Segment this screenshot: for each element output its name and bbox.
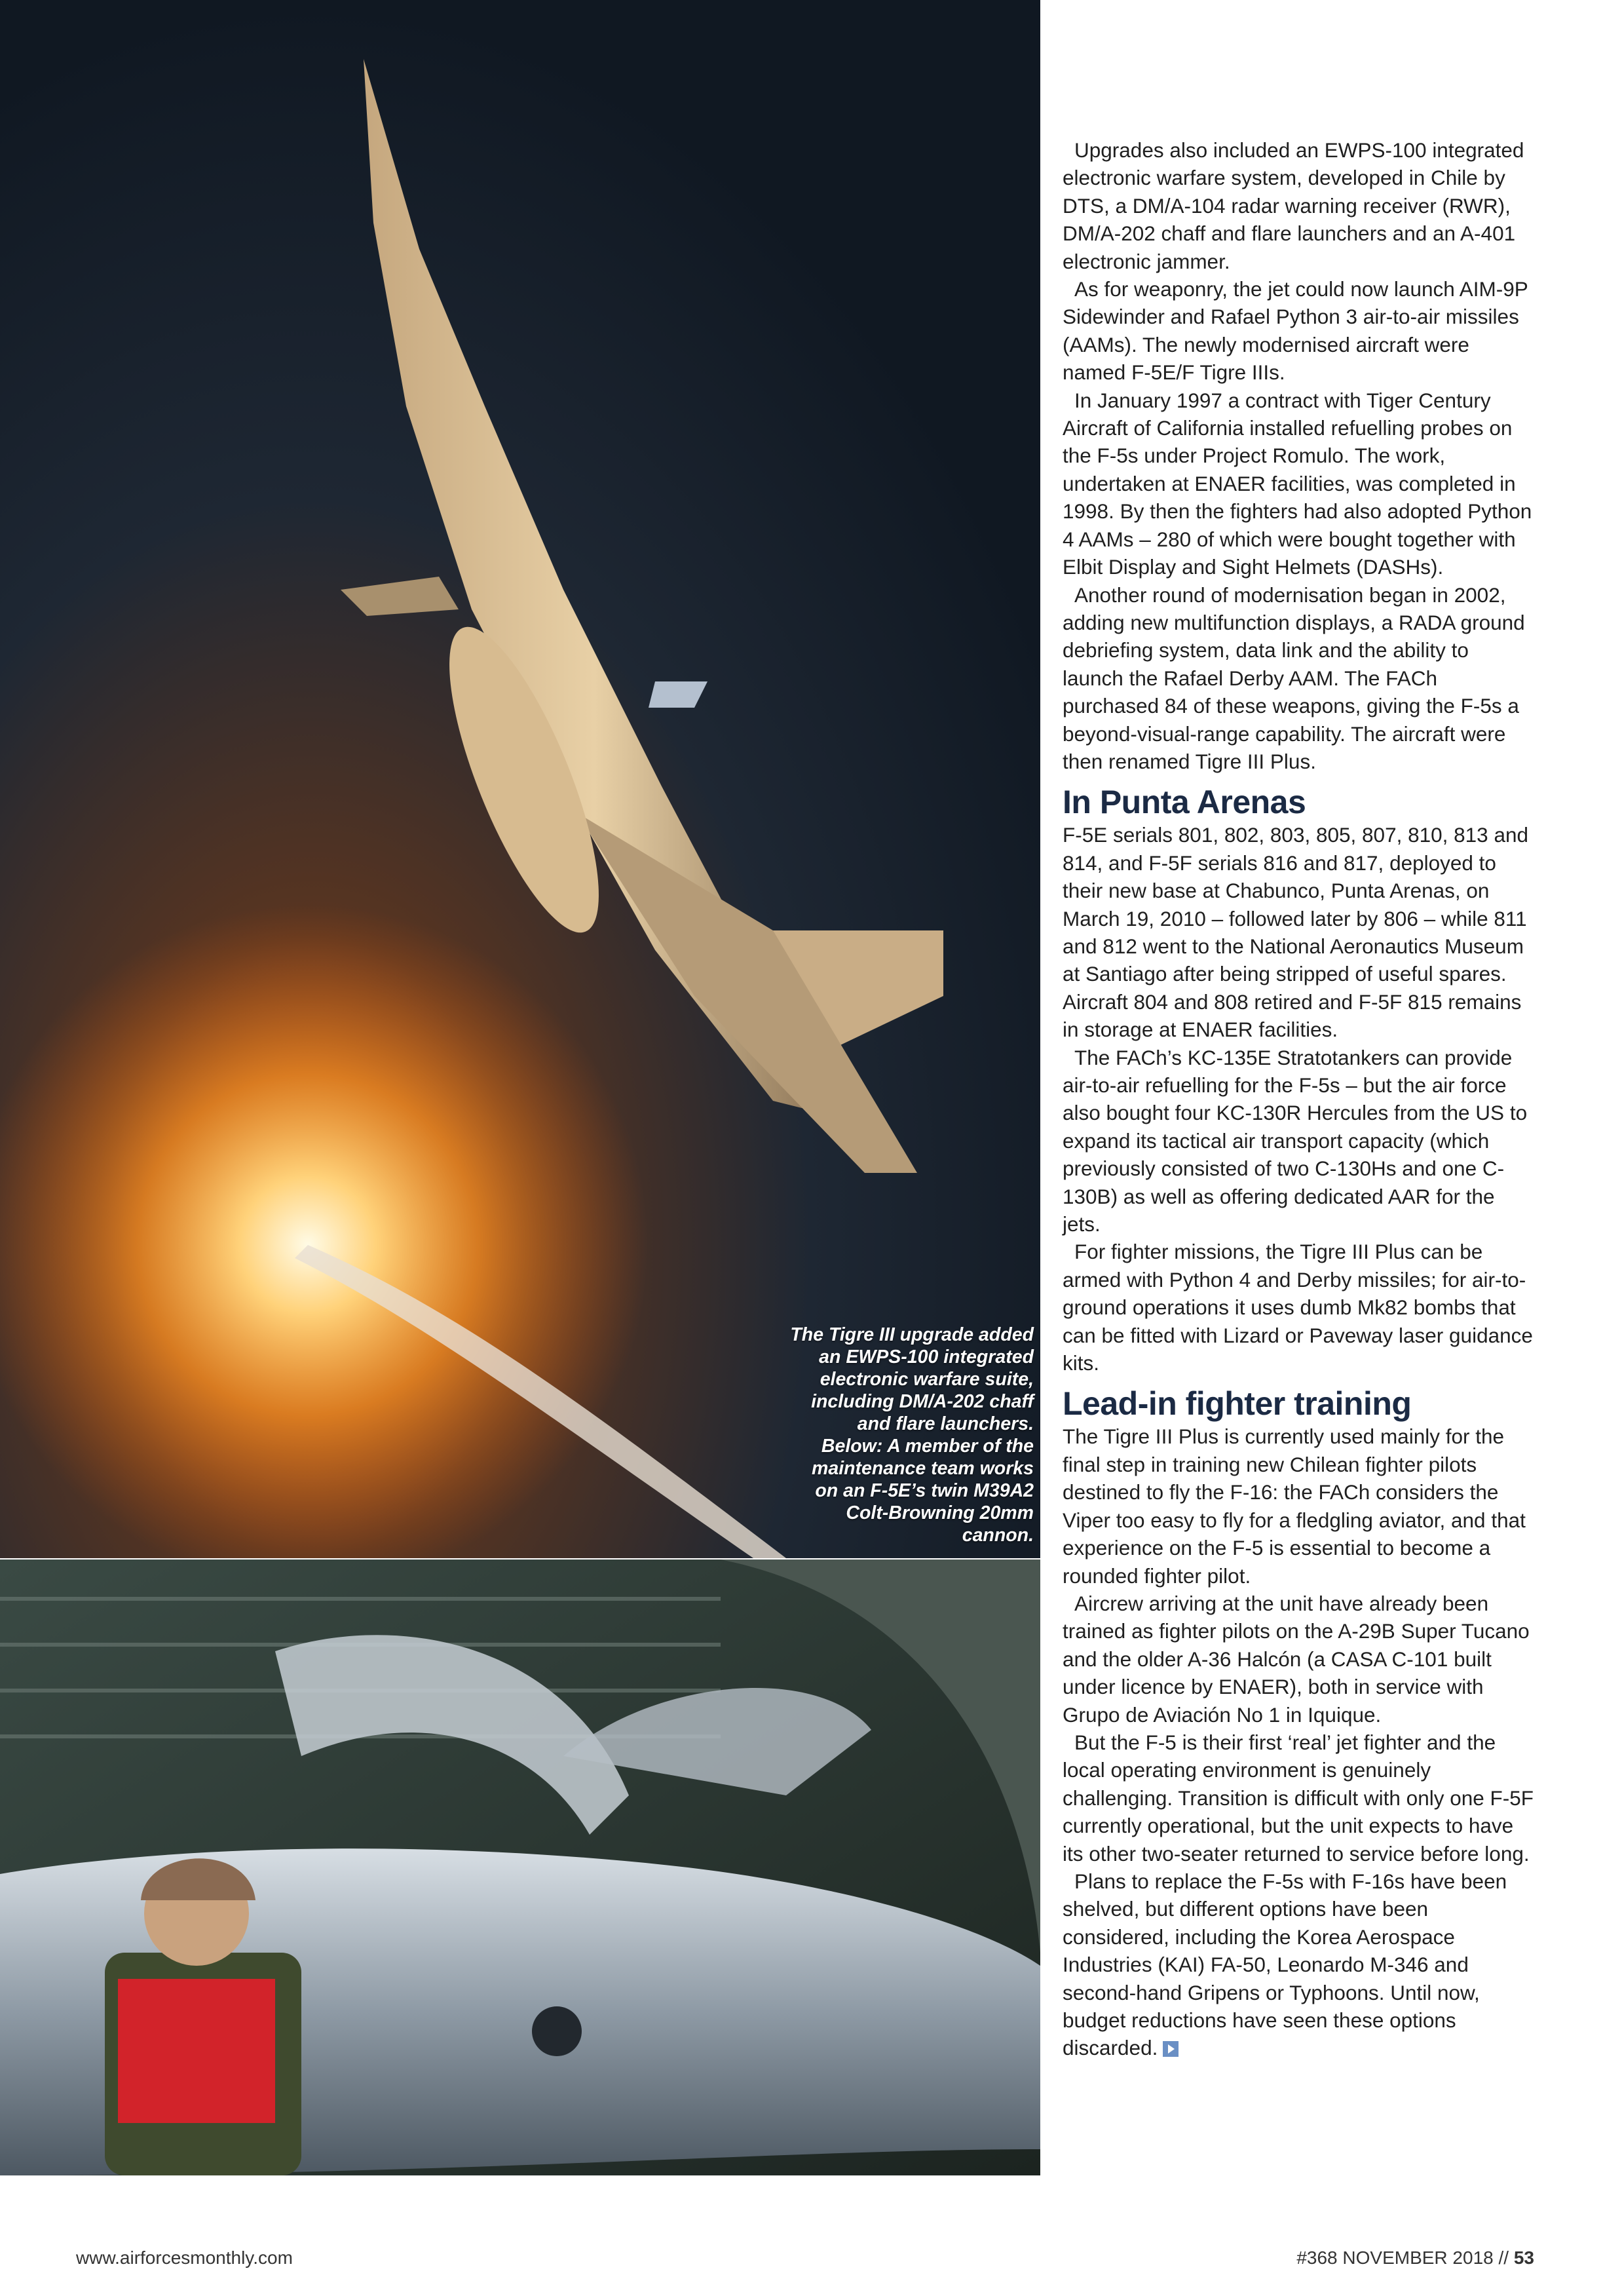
caption-line: an EWPS-100 integrated (819, 1347, 1034, 1368)
article-paragraph: In January 1997 a contract with Tiger Century Aircraft of California installed refuelling probes on the F-5s under Project Romulo. The work, undertaken at ENAER facilities, was completed in 1998. By then the fighters had also adopted Python 4 AAMs – 280 of which were bought together with Elbit Display and Sight Helmets (DASHs). (1063, 388, 1532, 579)
page-number: 53 (1513, 2248, 1534, 2268)
article-paragraph-text: Plans to replace the F-5s with F-16s have been shelved, but different options have been considered, including the Korea Aerospace Industries (KAI) FA-50, Leonardo M-346 and second-hand Gripens or Typhoons. Until now, budget reductions have seen these options discarded. (1063, 1869, 1507, 2060)
article-paragraph-final (1063, 1867, 1534, 2062)
article-paragraph: But the F-5 is their first ‘real’ jet fighter and the local operating environment is genuinely challenging. Transition is difficult with only one F-5F currently operational, but the unit expects to have its other two-seater returned to service before long. (1063, 1730, 1534, 1866)
caption-line: maintenance team works (812, 1458, 1034, 1479)
article-paragraph: Another round of modernisation began in 2002, adding new multifunction displays, a RADA ground debriefing system, data link and the ability to launch the Rafael Derby AAM. The FACh purchased 84 of these weapons, giving the F-5s a beyond-visual-range capability. The aircraft were then renamed Tigre III Plus. (1063, 583, 1525, 773)
caption-line: electronic warfare suite, (820, 1369, 1034, 1390)
photo-caption (753, 1324, 1034, 1546)
article-paragraph: The Tigre III Plus is currently used mainly for the final step in training new Chilean fighter pilots destined to fly the F-16: the FACh considers the Viper too easy to fly for a fledgling aviator, and that experience on the F-5 is essential to become a rounded fighter pilot. (1063, 1425, 1526, 1588)
caption-line: and flare launchers. (857, 1413, 1034, 1434)
section-heading-lead-in-training: Lead-in fighter training (1063, 1385, 1412, 1423)
article-paragraph: As for weaponry, the jet could now launch AIM-9P Sidewinder and Rafael Python 3 air-to-air missiles (AAMs). The newly modernised aircraft were named F-5E/F Tigre IIIs. (1063, 277, 1528, 385)
caption-line: cannon. (962, 1525, 1034, 1546)
maintenance-crew-photo (0, 1559, 1040, 2175)
article-paragraph: Upgrades also included an EWPS-100 integrated electronic warfare system, developed in Chile by DTS, a DM/A-104 radar warning receiver (RWR), DM/A-202 chaff and flare launchers and an A-401 electronic jammer. (1063, 138, 1524, 273)
footer-website: www.airforcesmonthly.com (76, 2248, 293, 2268)
article-paragraph: Aircrew arriving at the unit have already been trained as fighter pilots on the A-29B Super Tucano and the older A-36 Halcón (a CASA C-101 built under licence by ENAER), both in service with Grupo de Aviación No 1 in Iquique. (1063, 1591, 1530, 1727)
caption-line: on an F-5E’s twin M39A2 (815, 1480, 1034, 1501)
footer-issue (1296, 2248, 1534, 2268)
caption-line: Colt-Browning 20mm (846, 1502, 1034, 1523)
article-paragraph: The FACh’s KC-135E Stratotankers can provide air-to-air refuelling for the F-5s – but the air force also bought four KC-130R Hercules from the US to expand its tactical air transport capacity (which previously consisted of two C-130Hs and one C-130B) as well as offering dedicated AAR for the jets. (1063, 1045, 1528, 1236)
end-of-article-triangle-icon (1163, 2041, 1179, 2057)
caption-line: including DM/A-202 chaff (811, 1391, 1034, 1412)
footer-issue-text: #368 NOVEMBER 2018 // (1296, 2248, 1509, 2268)
section-heading-punta-arenas: In Punta Arenas (1063, 784, 1306, 821)
article-paragraph: For fighter missions, the Tigre III Plus can be armed with Python 4 and Derby missiles; for air-to-ground operations it uses dumb Mk82 bombs that can be fitted with Lizard or Paveway laser guidance kits. (1063, 1240, 1533, 1375)
article-paragraph: Aircraft 804 and 808 retired and F-5F 815 remains in storage at ENAER facilities. (1063, 989, 1522, 1042)
article-paragraph: F-5E serials 801, 802, 803, 805, 807, 810, 813 and 814, and F-5F serials 816 and 817, deployed to their new base at Chabunco, Punta Arenas, on March 19, 2010 – followed later by 806 – while 811 and 812 went to the National Aeronautics Museum at Santiago after being stripped of useful spares. (1063, 823, 1529, 986)
caption-line: Below: A member of the (821, 1436, 1034, 1457)
article-column (1063, 136, 1534, 2062)
caption-line: The Tigre III upgrade added (790, 1324, 1034, 1345)
